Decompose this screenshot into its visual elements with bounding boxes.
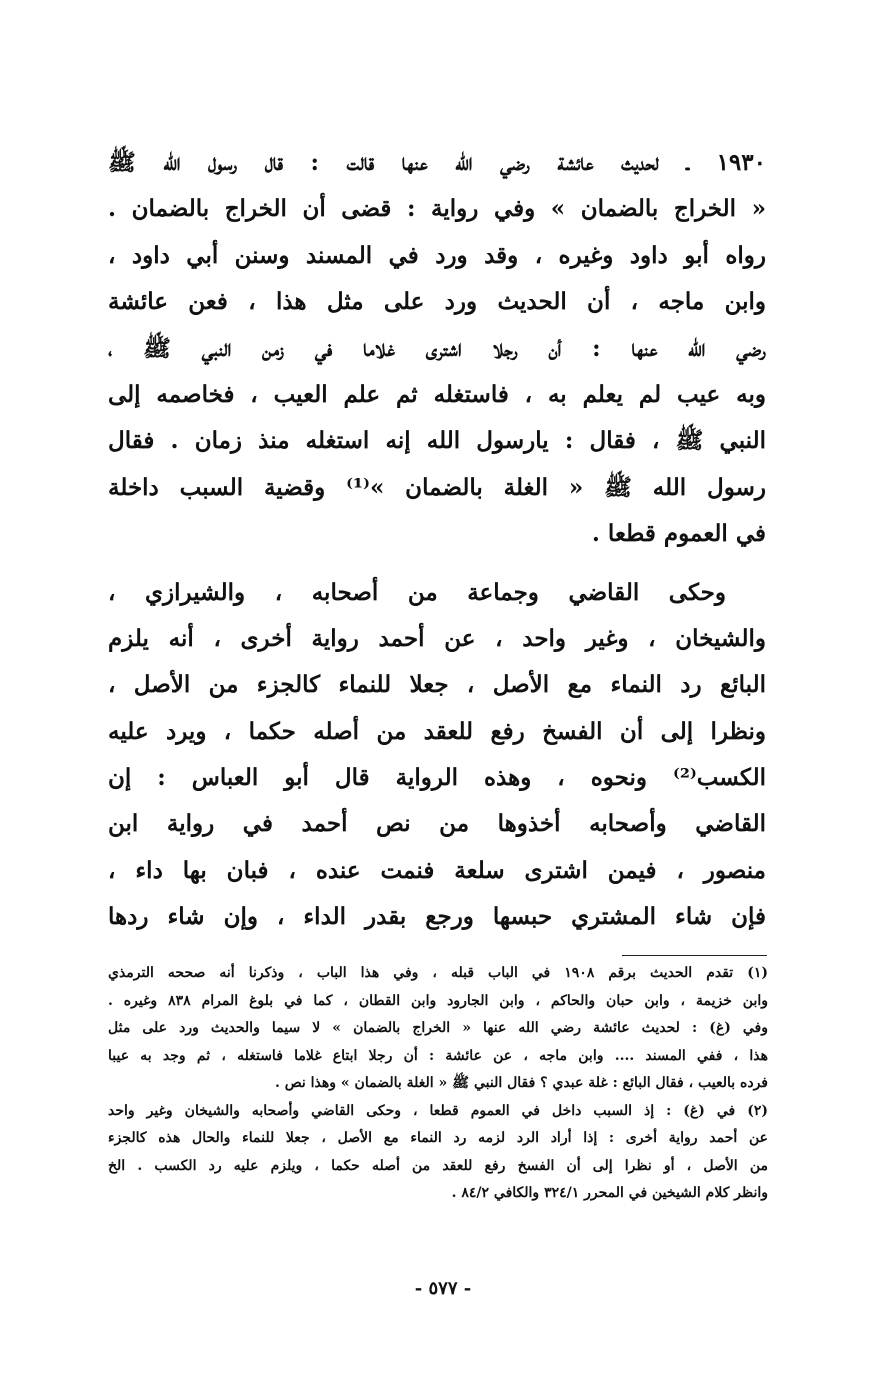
footnote-line: وابن خزيمة ، وابن حبان والحاكم ، وابن الجارود وابن القطان ، كما في بلوغ المرام ٨٣٨ وغيره . bbox=[108, 992, 768, 1009]
paragraph-second-narration bbox=[108, 570, 766, 941]
footnote-line: (٢) في (غ) : إذ السبب داخل في العموم قطعا ، وحكى القاضي وأصحابه والشيخان وغير واحد bbox=[108, 1102, 768, 1119]
text-line: الكسب⁽²⁾ ونحوه ، وهذه الرواية قال أبو العباس : إن bbox=[108, 764, 766, 792]
text-line: رسول الله ﷺ « الغلة بالضمان »⁽¹⁾ وقضية السبب داخلة bbox=[108, 473, 766, 501]
text-line: ونظرا إلى أن الفسخ رفع للعقد من أصله حكما ، ويرد عليه bbox=[108, 717, 766, 745]
text-line: في العموم قطعا . bbox=[591, 520, 766, 548]
footnote-line: هذا ، ففي المسند .... وابن ماجه ، عن عائشة : أن رجلا ابتاع غلاما فاستغله ، ثم وجد به عيبا bbox=[108, 1047, 768, 1064]
paragraph-spacer bbox=[108, 558, 766, 570]
text-line: النبي ﷺ ، فقال : يارسول الله إنه استغله منذ زمان . فقال bbox=[108, 427, 766, 455]
footnotes bbox=[108, 960, 768, 1208]
text-line: فإن شاء المشتري حبسها ورجع بقدر الداء ، وإن شاء ردها bbox=[108, 903, 766, 931]
footnote-line: من الأصل ، أو نظرا إلى أن الفسخ رفع للعقد من أصله حكما ، ويلزم عليه رد الكسب . الخ bbox=[108, 1157, 768, 1174]
text-line: « الخراج بالضمان » وفي رواية : قضى أن الخراج بالضمان . bbox=[108, 195, 766, 223]
footnote-divider bbox=[622, 955, 767, 956]
footnote-line: وفي (غ) : لحديث عائشة رضي الله عنها « الخراج بالضمان » لا سيما والحديث ورد على مثل bbox=[108, 1020, 768, 1036]
footnote-line: فرده بالعيب ، فقال البائع : غلة عبدي ؟ فقال النبي ﷺ « الغلة بالضمان » وهذا نص . bbox=[274, 1075, 768, 1091]
text-line: القاضي وأصحابه أخذوها من نص أحمد في رواية ابن bbox=[108, 810, 766, 838]
text-line: البائع رد النماء مع الأصل ، جعلا للنماء كالجزء من الأصل ، bbox=[108, 671, 766, 699]
text-line: وبه عيب لم يعلم به ، فاستغله ثم علم العيب ، فخاصمه إلى bbox=[108, 380, 766, 408]
main-text bbox=[108, 140, 766, 941]
paragraph-hadith-1930 bbox=[108, 140, 766, 558]
footnote-line: وانظر كلام الشيخين في المحرر ٣٢٤/١ والكافي ٨٤/٢ . bbox=[451, 1185, 768, 1201]
footnote-line: (١) تقدم الحديث برقم ١٩٠٨ في الباب قبله ، وفي هذا الباب ، وذكرنا أنه صححه الترمذي bbox=[108, 965, 768, 981]
page-number: - ٥٧٧ - bbox=[414, 1278, 472, 1299]
footnote-line: عن أحمد رواية أخرى : إذا أراد الرد لزمه رد النماء مع الأصل ، جعلا للنماء والحال هذه كالجزء bbox=[108, 1130, 768, 1146]
text-line: والشيخان ، وغير واحد ، عن أحمد رواية أخرى ، أنه يلزم bbox=[108, 624, 766, 652]
text-line: رضي الله عنها : أن رجلا اشترى غلاما في زمن النبي ﷺ ، bbox=[108, 334, 766, 362]
text-line: وحكى القاضي وجماعة من أصحابه ، والشيرازي ، bbox=[108, 578, 726, 606]
text-line: ١٩٣٠ ـ لحديث عائشة رضي الله عنها قالت : قال رسول الله ﷺ bbox=[108, 149, 766, 176]
text-line: منصور ، فيمن اشترى سلعة فنمت عنده ، فبان بها داء ، bbox=[108, 856, 766, 884]
text-line: وابن ماجه ، أن الحديث ورد على مثل هذا ، فعن عائشة bbox=[108, 288, 766, 316]
text-line: رواه أبو داود وغيره ، وقد ورد في المسند وسنن أبي داود ، bbox=[108, 241, 766, 269]
